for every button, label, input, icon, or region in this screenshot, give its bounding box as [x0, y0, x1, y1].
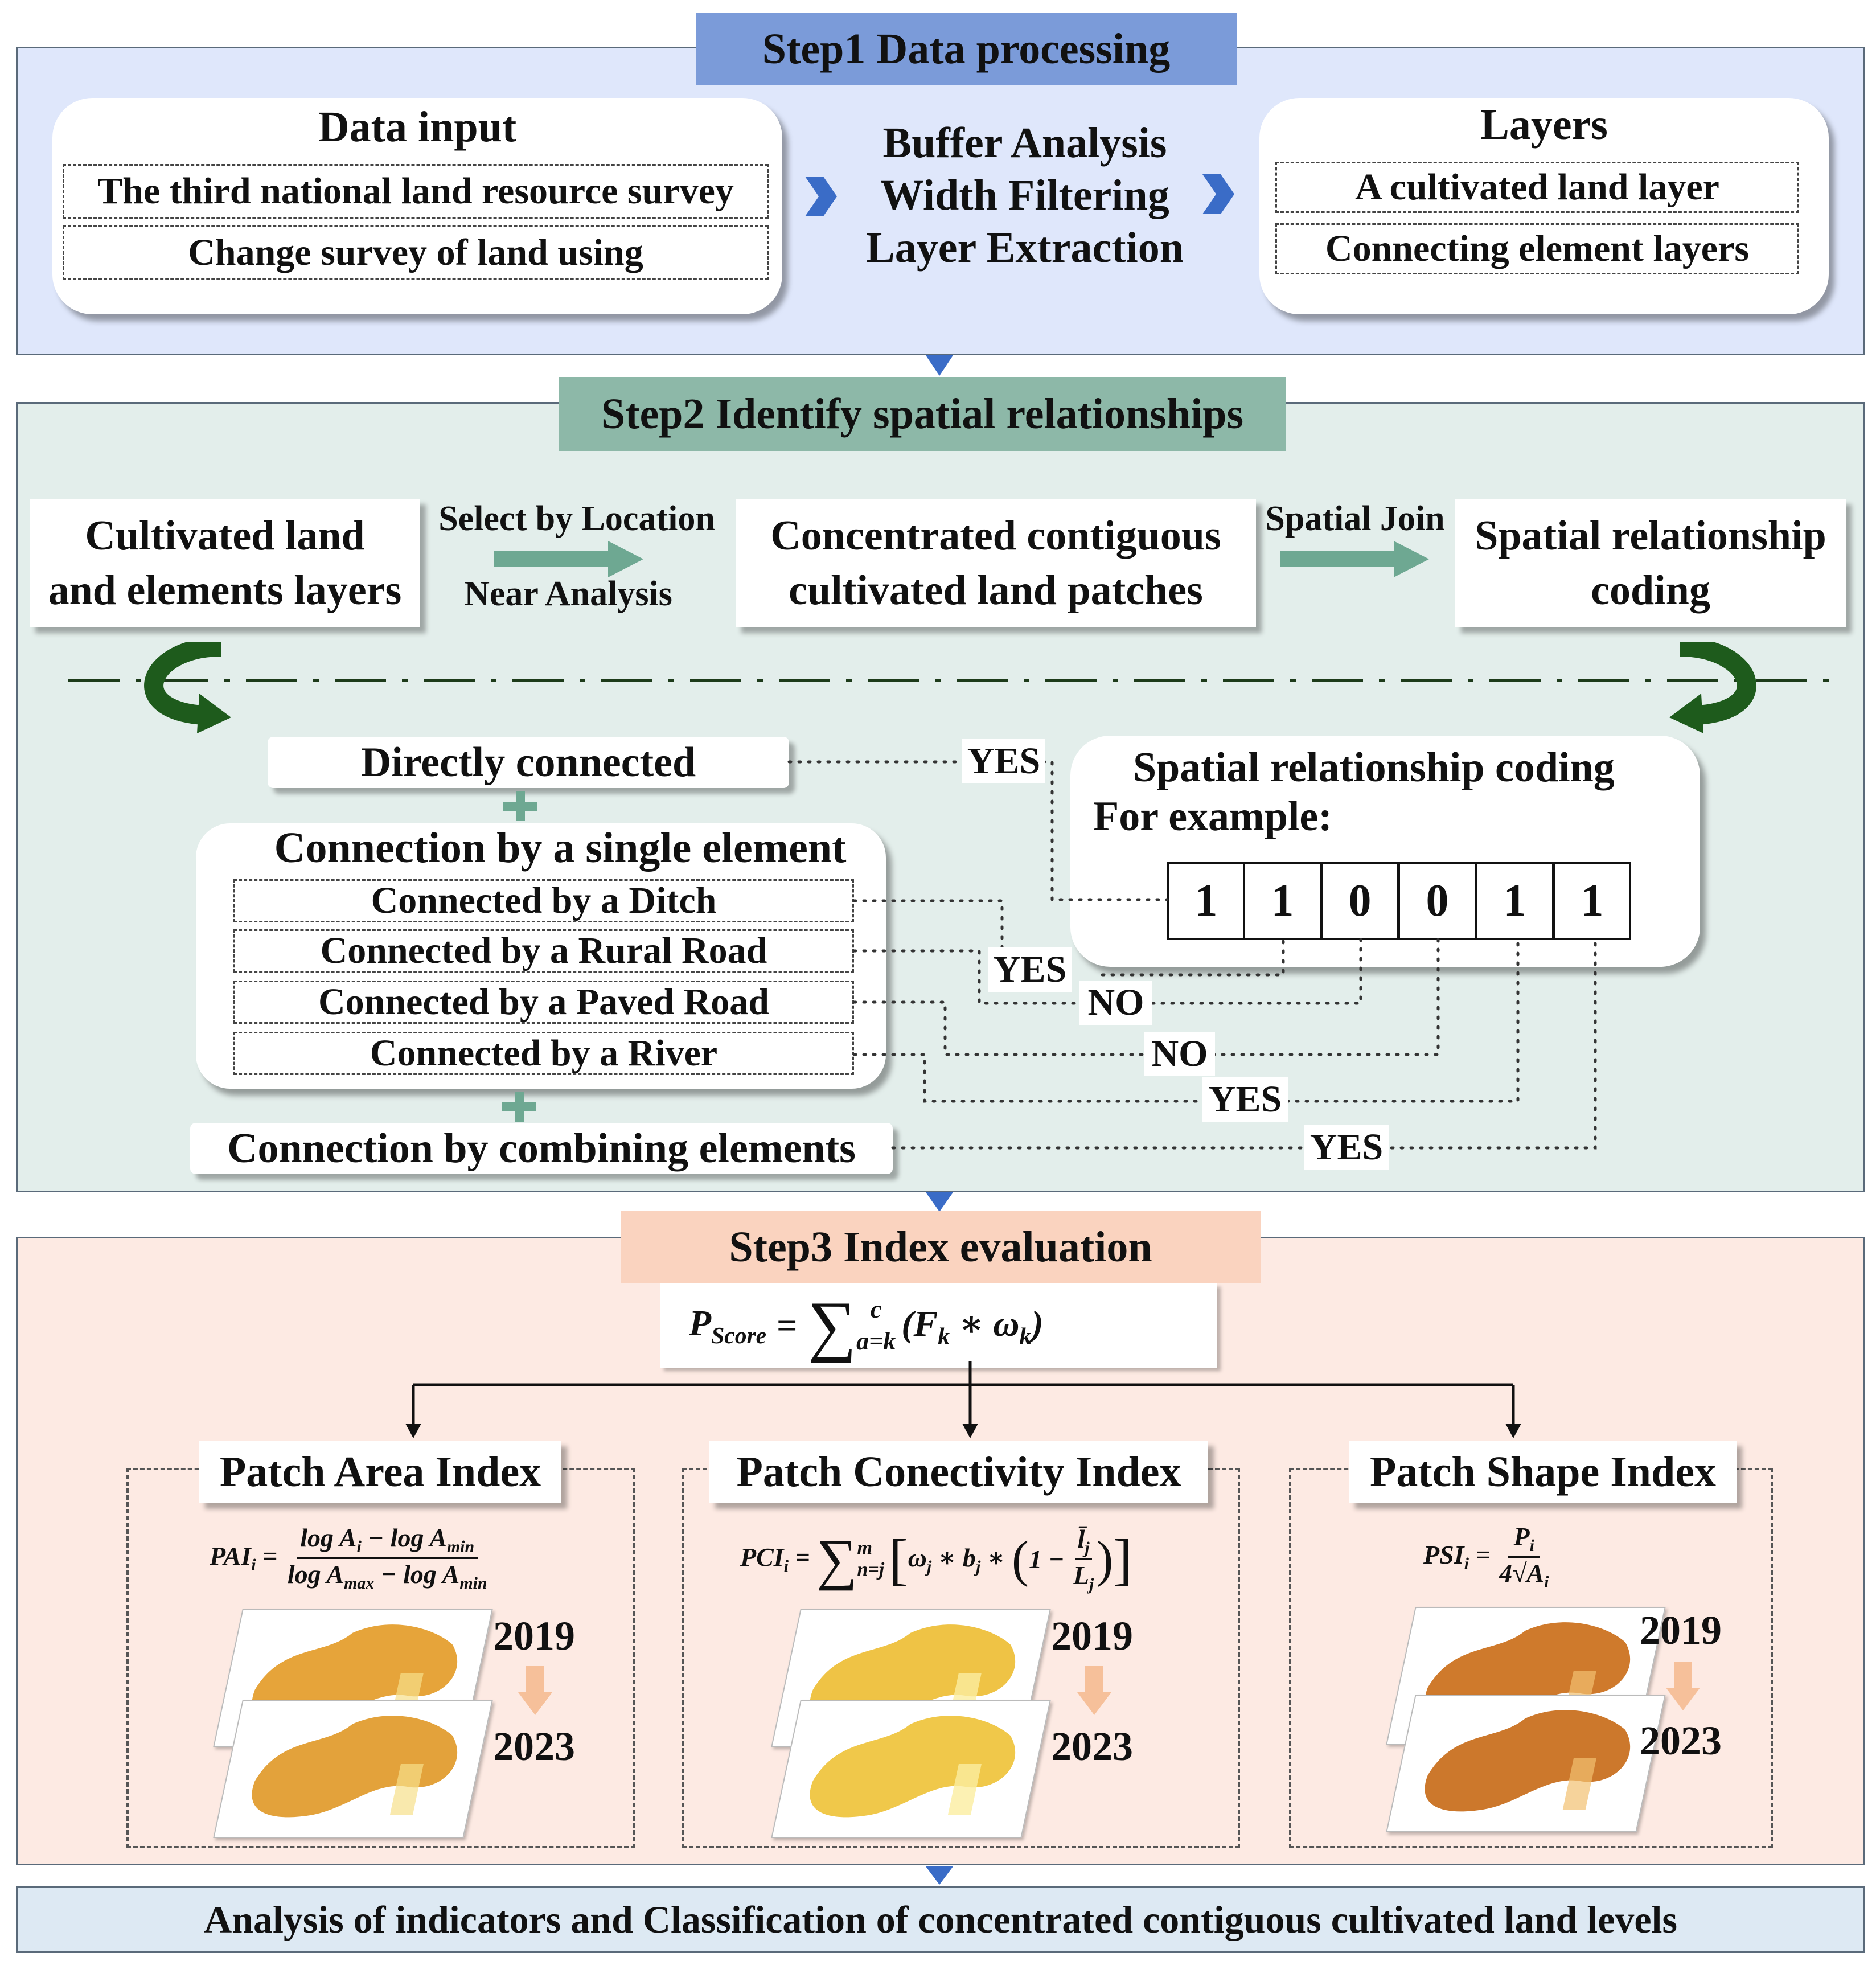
shape-year-2019: 2019: [1640, 1607, 1722, 1653]
shape-index-title: Patch Shape Index: [1349, 1441, 1737, 1503]
box-spatial-coding-line1: Spatial relationship: [1475, 512, 1826, 559]
single-element-ditch: Connected by a Ditch: [233, 879, 854, 922]
pscore-equals: =: [777, 1305, 798, 1345]
data-input-item-2: Change survey of land using: [63, 225, 769, 280]
answer-river: YES: [1202, 1077, 1288, 1122]
code-digit-1: 1: [1167, 862, 1245, 940]
process-step-1: Buffer Analysis: [882, 119, 1167, 167]
pscore-body-f: (F: [901, 1303, 938, 1344]
shape-index-formula: $PSI_i$ = $\frac{P_i}{4√A_i}$: [1423, 1522, 1549, 1592]
index-connector-lines: [0, 1361, 1876, 1446]
area-index-formula: $PAI_i$ = $\log A_i - \log A_{min}$ $\log A_{max} - \log A_{min}$: [210, 1523, 487, 1593]
code-digit-4: 0: [1398, 862, 1476, 940]
data-input-item-1: The third national land resource survey: [63, 164, 769, 219]
connectivity-year-2023: 2023: [1051, 1724, 1133, 1769]
pscore-limits: [856, 1294, 896, 1357]
footer-banner: Analysis of indicators and Classification of concentrated contiguous cultivated land levels: [16, 1886, 1865, 1953]
code-digit-2: 1: [1243, 862, 1321, 940]
near-analysis-label: Near Analysis: [464, 575, 672, 613]
single-element-rural-road: Connected by a Rural Road: [233, 929, 854, 973]
layers-item-2: Connecting element layers: [1275, 223, 1799, 274]
sigma-icon: ∑: [807, 1287, 857, 1363]
pscore-body-w: ω: [993, 1303, 1020, 1344]
area-year-2023: 2023: [493, 1724, 575, 1769]
pscore-body-close: ): [1031, 1303, 1044, 1344]
select-by-location-label: Select by Location: [438, 499, 715, 538]
box-contiguous-patches-line1: Concentrated contiguous: [770, 512, 1221, 559]
pscore-formula: [660, 1283, 1217, 1368]
pscore-lhs-symbol: P: [689, 1303, 712, 1344]
single-element-paved-road: Connected by a Paved Road: [233, 981, 854, 1024]
coding-example: For example:: [1093, 793, 1332, 840]
answer-combining: YES: [1304, 1125, 1389, 1170]
down-arrow-icon: [926, 1866, 953, 1886]
answer-paved-road: NO: [1144, 1032, 1215, 1076]
pscore-body-op: ∗: [950, 1303, 994, 1344]
directly-connected-box: Directly connected: [268, 737, 789, 788]
single-element-river: Connected by a River: [233, 1032, 854, 1075]
pscore-body-fsub: k: [938, 1322, 950, 1349]
pscore-sum-sub: a=k: [856, 1327, 896, 1355]
shape-year-2023: 2023: [1640, 1718, 1722, 1763]
down-arrow-icon: [1077, 1666, 1111, 1715]
connectivity-map-2023: [771, 1700, 1050, 1838]
pscore-lhs: [689, 1302, 766, 1349]
answer-directly: YES: [962, 739, 1045, 783]
process-step-3: Layer Extraction: [866, 224, 1184, 272]
single-element-title: Connection by a single element: [274, 824, 847, 872]
down-arrow-icon: [518, 1666, 552, 1715]
box-spatial-coding-line2: coding: [1591, 567, 1710, 614]
connectivity-index-formula: $PCI_i$ = ∑ m n=j [ $\omega_j$ ∗ $b_j$ ∗ ( 1 − $\frac{l̄_j}{L_j}$ ) ]: [740, 1524, 1132, 1594]
box-contiguous-patches-line2: cultivated land patches: [789, 567, 1203, 614]
layers-title: Layers: [1480, 101, 1608, 149]
area-year-2019: 2019: [493, 1613, 575, 1659]
layers-item-1: A cultivated land layer: [1275, 162, 1799, 213]
box-cultivated-layers-line2: and elements layers: [48, 567, 402, 614]
code-digit-5: 1: [1476, 862, 1554, 940]
step1-title: Step1 Data processing: [696, 13, 1237, 85]
answer-rural-road: NO: [1079, 981, 1152, 1025]
process-step-2: Width Filtering: [880, 171, 1169, 219]
down-arrow-icon: [1666, 1662, 1700, 1710]
pscore-body: [901, 1302, 1043, 1349]
code-digit-3: 0: [1321, 862, 1399, 940]
code-digit-6: 1: [1553, 862, 1631, 940]
coding-title: Spatial relationship coding: [1133, 744, 1615, 791]
pscore-sum-sup: c: [870, 1295, 882, 1323]
answer-ditch: YES: [988, 947, 1072, 992]
pscore-body-wsub: k: [1019, 1322, 1032, 1349]
connectivity-year-2019: 2019: [1051, 1613, 1133, 1659]
step2-title: Step2 Identify spatial relationships: [559, 377, 1286, 451]
spatial-join-label: Spatial Join: [1265, 499, 1445, 538]
area-index-title: Patch Area Index: [199, 1441, 561, 1503]
connectivity-index-title: Patch Conectivity Index: [709, 1441, 1208, 1503]
data-input-title: Data input: [318, 103, 517, 151]
combining-elements-box: Connection by combining elements: [190, 1123, 893, 1174]
down-arrow-icon: [926, 1192, 953, 1213]
box-cultivated-layers-line1: Cultivated land: [85, 512, 365, 559]
pscore-lhs-sub: Score: [711, 1322, 767, 1348]
step3-title: Step3 Index evaluation: [621, 1211, 1261, 1283]
area-map-2023: [213, 1700, 492, 1838]
shape-map-2023: [1386, 1695, 1665, 1832]
